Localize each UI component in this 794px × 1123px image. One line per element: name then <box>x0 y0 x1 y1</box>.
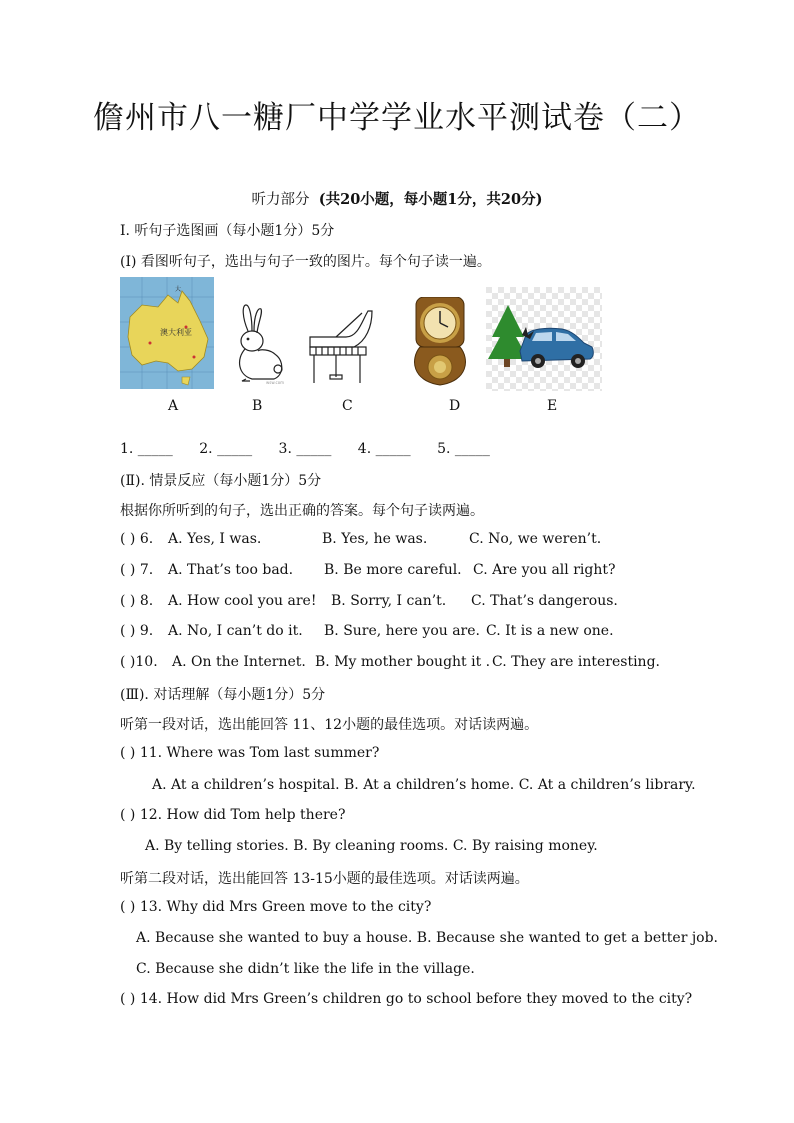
q8-option-a[interactable]: A. How cool you are! <box>168 593 317 609</box>
blank-5[interactable]: 5. _____ <box>437 441 490 457</box>
pic-label-e: E <box>547 398 558 414</box>
q8-option-b[interactable]: B. Sorry, I can’t. <box>331 593 447 609</box>
blank-3[interactable]: 3. _____ <box>278 441 332 457</box>
blank-1[interactable]: 1. _____ <box>120 441 173 457</box>
page-title: 儋州市八一糖厂中学学业水平测试卷（二） <box>93 100 701 136</box>
q6-option-b[interactable]: B. Yes, he was. <box>322 531 428 547</box>
q7-option-b[interactable]: B. Be more careful. <box>324 562 462 578</box>
rabbit-image <box>230 303 286 385</box>
q9-option-b[interactable]: B. Sure, here you are. <box>324 623 480 639</box>
section3-instruction-2: 听第二段对话，选出能回答 13-15小题的最佳选项。对话读两遍。 <box>120 871 529 887</box>
picture-row <box>118 275 618 395</box>
listening-part-info: (共20小题，每小题1分，共20分) <box>318 191 543 208</box>
piano-image <box>306 307 376 385</box>
clock-image <box>406 297 474 387</box>
q8-number: ( ) 8. <box>120 593 154 609</box>
q7-number: ( ) 7. <box>120 562 154 578</box>
listening-subtitle <box>0 188 794 209</box>
q6-option-c[interactable]: C. No, we weren’t. <box>469 531 602 547</box>
q9-option-c[interactable]: C. It is a new one. <box>486 623 614 639</box>
q7-option-a[interactable]: A. That’s too bad. <box>168 562 294 578</box>
q10-option-b[interactable]: B. My mother bought it . <box>315 654 491 670</box>
pic-label-c: C <box>342 398 353 414</box>
q7-option-c[interactable]: C. Are you all right? <box>473 562 616 578</box>
q13-question: ( ) 13. Why did Mrs Green move to the city? <box>120 899 432 915</box>
pic-label-b: B <box>252 398 263 414</box>
answer-blanks <box>120 441 512 457</box>
blank-2[interactable]: 2. _____ <box>199 441 253 457</box>
rabbit-watermark: wsw.com <box>266 380 285 385</box>
map-label-small: 大 <box>175 286 182 293</box>
map-label: 澳大利亚 <box>160 328 192 337</box>
section2-instruction: 根据你所听到的句子，选出正确的答案。每个句子读两遍。 <box>120 503 484 519</box>
section1-heading: I. 听句子选图画（每小题1分）5分 <box>120 223 335 239</box>
car-crash-image <box>486 287 602 391</box>
blank-4[interactable]: 4. _____ <box>357 441 411 457</box>
q14-question: ( ) 14. How did Mrs Green’s children go to school before they moved to the city? <box>120 991 693 1007</box>
pic-label-a: A <box>168 398 179 414</box>
q10-number: ( )10. <box>120 654 158 670</box>
q11-question: ( ) 11. Where was Tom last summer? <box>120 745 380 761</box>
section3-heading: (Ⅲ). 对话理解（每小题1分）5分 <box>120 687 326 703</box>
q11-options[interactable]: A. At a children’s hospital. B. At a children’s home. C. At a children’s library. <box>152 777 696 793</box>
q13-options-ab[interactable]: A. Because she wanted to buy a house. B. Because she wanted to get a better job. <box>136 930 719 946</box>
pic-label-d: D <box>449 398 461 414</box>
section1-instruction: (Ⅰ) 看图听句子，选出与句子一致的图片。每个句子读一遍。 <box>120 254 491 270</box>
q6-number: ( ) 6. <box>120 531 154 547</box>
q8-option-c[interactable]: C. That’s dangerous. <box>471 593 618 609</box>
q6-option-a[interactable]: A. Yes, I was. <box>168 531 262 547</box>
q9-number: ( ) 9. <box>120 623 154 639</box>
q13-option-c[interactable]: C. Because she didn’t like the life in the village. <box>136 961 475 977</box>
q12-question: ( ) 12. How did Tom help there? <box>120 807 346 823</box>
listening-part-label: 听力部分 <box>251 192 310 208</box>
australia-map-image <box>120 277 214 389</box>
q9-option-a[interactable]: A. No, I can’t do it. <box>168 623 303 639</box>
q10-option-c[interactable]: C. They are interesting. <box>492 654 660 670</box>
q12-options[interactable]: A. By telling stories. B. By cleaning rooms. C. By raising money. <box>145 838 598 854</box>
section3-instruction-1: 听第一段对话，选出能回答 11、12小题的最佳选项。对话读两遍。 <box>120 717 539 733</box>
section2-heading: (Ⅱ). 情景反应（每小题1分）5分 <box>120 473 322 489</box>
q10-option-a[interactable]: A. On the Internet. <box>172 654 306 670</box>
